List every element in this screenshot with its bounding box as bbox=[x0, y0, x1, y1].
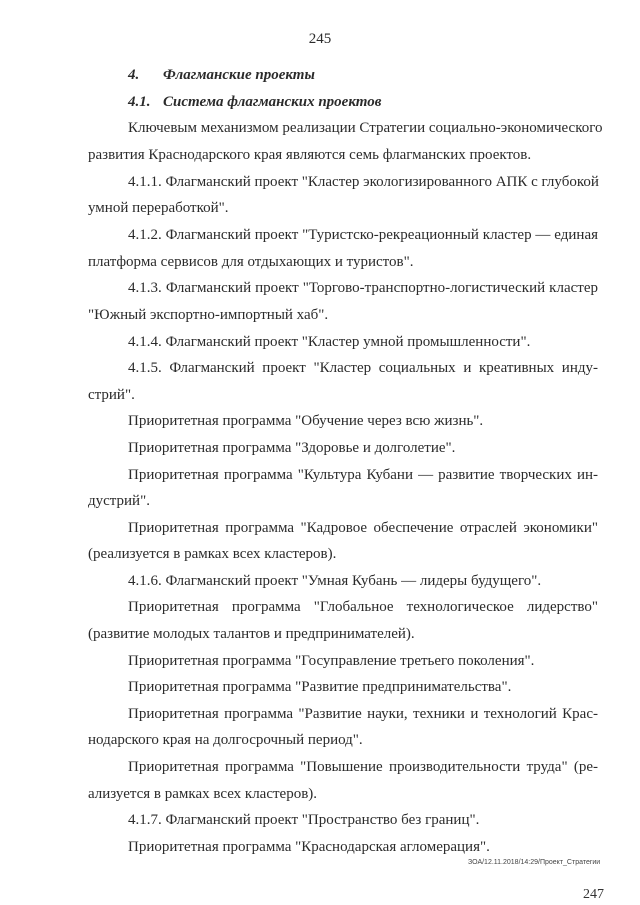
paragraph-line: Приоритетная программа "Развитие предпринимательства". bbox=[128, 679, 512, 695]
paragraph-line: 4.1.2. Флагманский проект "Туристско-рекреационный кластер — единая bbox=[128, 227, 598, 243]
subsection-title: Система флагманских проектов bbox=[163, 94, 382, 110]
paragraph-line: 4.1.5. Флагманский проект "Кластер социальных и креативных инду- bbox=[128, 360, 598, 376]
page-number: 245 bbox=[308, 31, 332, 47]
paragraph-line: 4.1.4. Флагманский проект "Кластер умной промышленности". bbox=[128, 334, 531, 350]
section-title: Флагманские проекты bbox=[163, 67, 315, 83]
paragraph-line: Приоритетная программа "Повышение производительности труда" (ре- bbox=[128, 759, 598, 775]
paragraph-line: умной переработкой". bbox=[88, 200, 229, 216]
paragraph-line: (развитие молодых талантов и предпринимателей). bbox=[88, 626, 415, 642]
paragraph-line: Приоритетная программа "Развитие науки, техники и технологий Крас- bbox=[128, 706, 598, 722]
paragraph-line: (реализуется в рамках всех кластеров). bbox=[88, 546, 337, 562]
paragraph-line: стрий". bbox=[88, 387, 135, 403]
paragraph-line: 4.1.6. Флагманский проект "Умная Кубань — лидеры будущего". bbox=[128, 573, 542, 589]
section-number: 4. bbox=[128, 67, 140, 83]
paragraph-line: 4.1.7. Флагманский проект "Пространство без границ". bbox=[128, 812, 480, 828]
paragraph-line: 4.1.1. Флагманский проект "Кластер экологизированного АПК с глубокой bbox=[128, 174, 599, 190]
paragraph-line: Приоритетная программа "Обучение через всю жизнь". bbox=[128, 413, 484, 429]
paragraph-line: нодарского края на долгосрочный период". bbox=[88, 732, 363, 748]
paragraph-line: платформа сервисов для отдыхающих и туристов". bbox=[88, 254, 414, 270]
paragraph-line: развития Краснодарского края являются семь флагманских проектов. bbox=[88, 147, 532, 163]
paragraph-line: Приоритетная программа "Культура Кубани — развитие творческих ин- bbox=[128, 467, 598, 483]
paragraph-line: Приоритетная программа "Краснодарская агломерация". bbox=[128, 839, 490, 855]
footer-page-number: 247 bbox=[583, 887, 604, 902]
paragraph-line: "Южный экспортно-импортный хаб". bbox=[88, 307, 329, 323]
subsection-number: 4.1. bbox=[128, 94, 151, 110]
paragraph-line: Приоритетная программа "Глобальное технологическое лидерство" bbox=[128, 599, 598, 615]
paragraph-line: Приоритетная программа "Кадровое обеспечение отраслей экономики" bbox=[128, 520, 598, 536]
paragraph-line: Приоритетная программа "Госуправление третьего поколения". bbox=[128, 653, 535, 669]
paragraph-line: ализуется в рамках всех кластеров). bbox=[88, 786, 318, 802]
footer-stamp: ЗОА/12.11.2018/14:29/Проект_Стратегии bbox=[468, 859, 601, 866]
paragraph-line: Приоритетная программа "Здоровье и долголетие". bbox=[128, 440, 456, 456]
paragraph-line: Ключевым механизмом реализации Стратегии социально-экономического bbox=[128, 120, 603, 136]
paragraph-line: дустрий". bbox=[88, 493, 150, 509]
paragraph-line: 4.1.3. Флагманский проект "Торгово-транспортно-логистический кластер bbox=[128, 280, 598, 296]
